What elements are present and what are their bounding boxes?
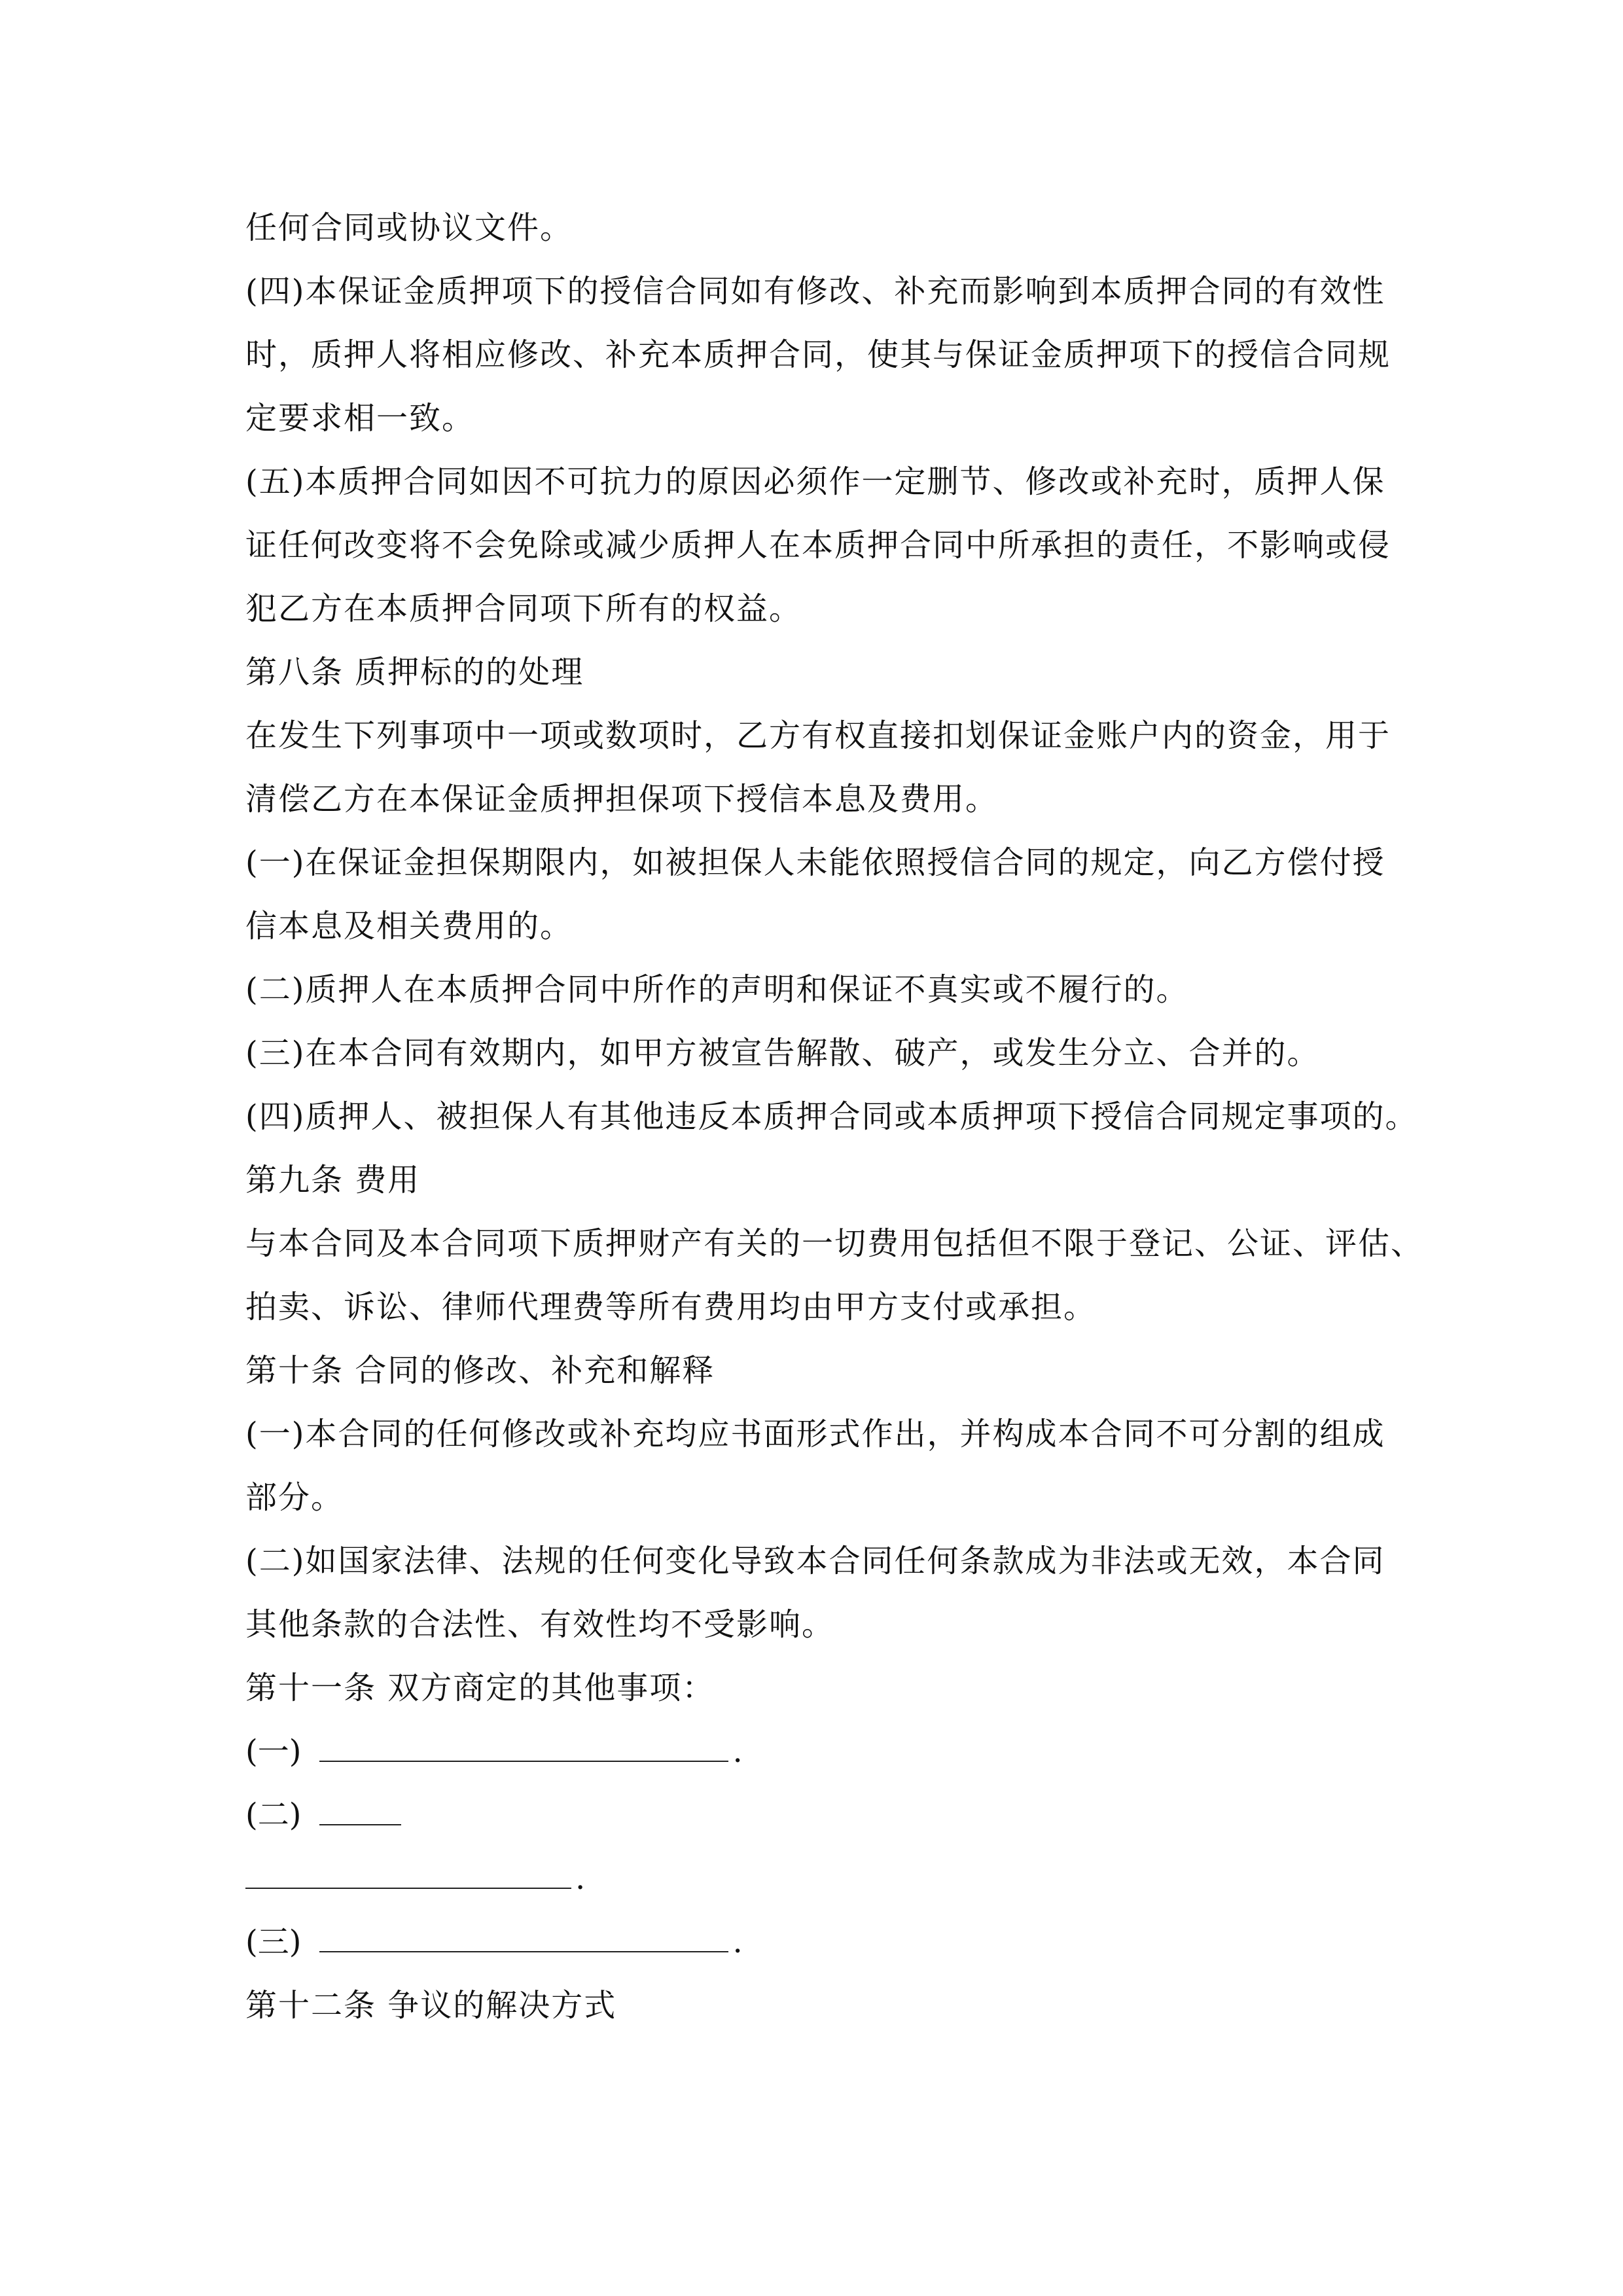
text-line: (四)本保证金质押项下的授信合同如有修改、补充而影响到本质押合同的有效性: [245, 273, 1385, 310]
article-heading: 第九条 费用: [245, 1162, 421, 1198]
blank-item-2-continued: [245, 1847, 1384, 1910]
text-line: 与本合同及本合同项下质押财产有关的一切费用包括但不限于登记、公证、评估、: [245, 1225, 1424, 1262]
text-line: (五)本质押合同如因不可抗力的原因必须作一定删节、修改或补充时，质押人保: [245, 463, 1385, 500]
text-line: 其他条款的合法性、有效性均不受影响。: [245, 1606, 835, 1643]
blank-item-1: [245, 1720, 1384, 1784]
article-heading: 第十一条 双方商定的其他事项：: [245, 1670, 715, 1706]
article-heading: 第十二条 争议的解决方式: [245, 1987, 617, 2024]
blank-item-end: .: [732, 1924, 743, 1960]
text-line: 证任何改变将不会免除或减少质押人在本质押合同中所承担的责任，不影响或侵: [245, 527, 1391, 564]
text-line: (二)如国家法律、法规的任何变化导致本合同任何条款成为非法或无效，本合同: [245, 1543, 1385, 1579]
text-line: (四)质押人、被担保人有其他违反本质押合同或本质押项下授信合同规定事项的。: [245, 1098, 1418, 1135]
contract-text: [245, 196, 1424, 2037]
text-line: 任何合同或协议文件。: [245, 209, 573, 246]
article-heading: 第八条 质押标的的处理: [245, 654, 584, 691]
fill-in-blank[interactable]: [319, 1785, 401, 1825]
text-line: (一)在保证金担保期限内，如被担保人未能依照授信合同的规定，向乙方偿付授: [245, 844, 1385, 881]
text-line: (二)质押人在本质押合同中所作的声明和保证不真实或不履行的。: [245, 971, 1189, 1008]
text-line: (三)在本合同有效期内，如甲方被宣告解散、破产，或发生分立、合并的。: [245, 1035, 1320, 1071]
blank-item-end: .: [732, 1733, 743, 1770]
text-line: 犯乙方在本质押合同项下所有的权益。: [245, 590, 802, 627]
text-line: 时，质押人将相应修改、补充本质押合同，使其与保证金质押项下的授信合同规: [245, 336, 1391, 373]
blank-item-2: [245, 1784, 1384, 1847]
text-line: 定要求相一致。: [245, 400, 475, 437]
fill-in-blank[interactable]: [319, 1721, 728, 1762]
text-line: 在发生下列事项中一项或数项时，乙方有权直接扣划保证金账户内的资金，用于: [245, 717, 1391, 754]
text-line: (一)本合同的任何修改或补充均应书面形式作出，并构成本合同不可分割的组成: [245, 1416, 1385, 1452]
blank-item-label: (三): [245, 1924, 302, 1960]
text-line: 拍卖、诉讼、律师代理费等所有费用均由甲方支付或承担。: [245, 1289, 1097, 1325]
fill-in-blank[interactable]: [245, 1848, 571, 1889]
text-line: 部分。: [245, 1479, 344, 1516]
blank-item-3: [245, 1910, 1384, 1974]
article-heading: 第十条 合同的修改、补充和解释: [245, 1352, 715, 1389]
blank-item-label: (二): [245, 1797, 302, 1833]
text-line: 清偿乙方在本保证金质押担保项下授信本息及费用。: [245, 781, 999, 817]
blank-item-end: .: [575, 1860, 586, 1897]
blank-item-label: (一): [245, 1733, 302, 1770]
text-line: 信本息及相关费用的。: [245, 908, 573, 944]
fill-in-blank[interactable]: [319, 1912, 728, 1952]
